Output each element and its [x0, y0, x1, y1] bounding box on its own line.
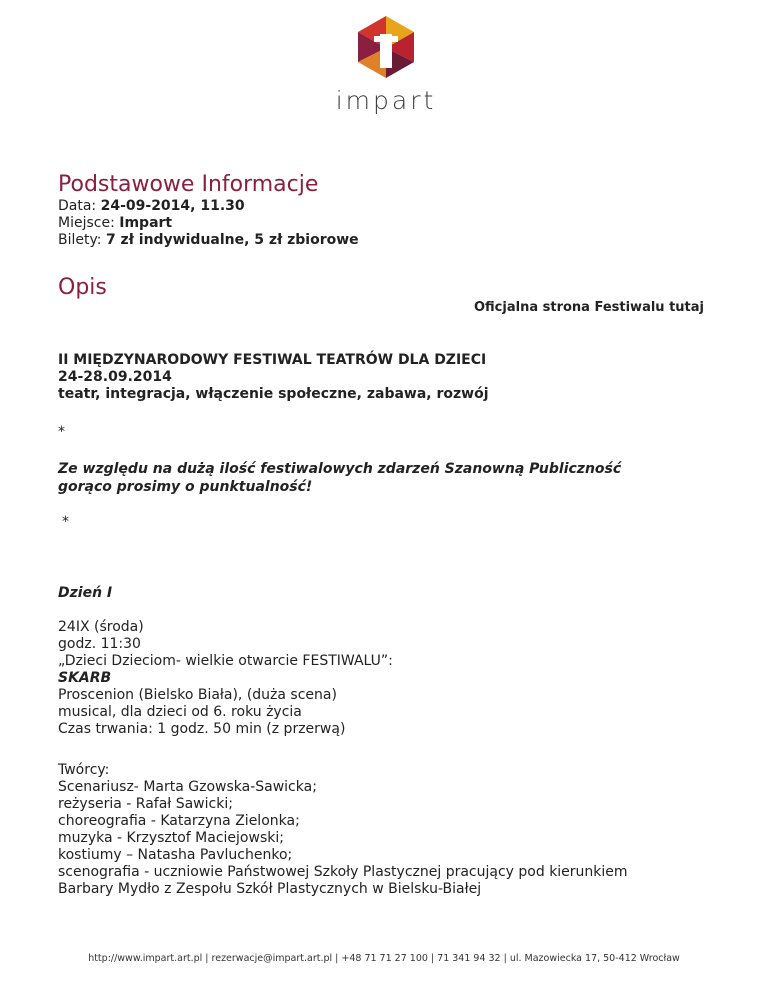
- impart-logo: [332, 14, 440, 115]
- creators-list: [58, 762, 628, 898]
- tickets-row: [58, 232, 359, 249]
- tickets-label: Bilety:: [58, 232, 102, 248]
- footer-contact: http://www.impart.art.pl | rezerwacje@impart.art.pl | +48 71 71 27 100 | 71 341 94 32 | ul. Mazowiecka 17, 50-412 Wrocław: [88, 953, 680, 964]
- creators-heading: Twórcy:: [58, 762, 110, 778]
- date-row: [58, 198, 359, 215]
- creator-line: muzyka - Krzysztof Maciejowski;: [58, 830, 284, 846]
- logo-wordmark: impart: [335, 86, 437, 115]
- tickets-value: 7 zł indywidualne, 5 zł zbiorowe: [105, 232, 359, 248]
- official-site-link[interactable]: Oficjalna strona Festiwalu tutaj: [474, 300, 704, 315]
- event-details: [58, 619, 393, 738]
- place-row: [58, 215, 359, 232]
- date-label: Data:: [58, 198, 97, 214]
- notice-line-1: Ze względu na dużą ilość festiwalowych zdarzeń Szanowną Publiczność: [58, 461, 622, 477]
- date-value: 24-09-2014, 11.30: [100, 198, 245, 214]
- section-title-description: Opis: [58, 275, 107, 300]
- event-subtitle: „Dzieci Dzieciom- wielkie otwarcie FESTIWALU”:: [58, 653, 393, 669]
- creator-line: scenografia - uczniowie Państwowej Szkoły Plastycznej pracujący pod kierunkiem: [58, 864, 628, 880]
- section-title-basic-info: Podstawowe Informacje: [58, 172, 319, 197]
- event-genre: musical, dla dzieci od 6. roku życia: [58, 704, 302, 720]
- place-value: Impart: [119, 215, 173, 231]
- notice-line-2: gorąco prosimy o punktualność!: [58, 479, 313, 495]
- event-date: 24IX (środa): [58, 619, 144, 635]
- event-venue: Proscenion (Bielsko Biała), (duża scena): [58, 687, 337, 703]
- festival-heading: [58, 352, 489, 403]
- creator-line: reżyseria - Rafał Sawicki;: [58, 796, 233, 812]
- festival-dates: 24-28.09.2014: [58, 369, 172, 385]
- basic-info: [58, 198, 359, 249]
- event-duration: Czas trwania: 1 godz. 50 min (z przerwą): [58, 721, 346, 737]
- creator-line: Barbary Mydło z Zespołu Szkół Plastycznych w Bielsku-Białej: [58, 881, 482, 897]
- event-title: SKARB: [58, 670, 112, 686]
- place-label: Miejsce:: [58, 215, 115, 231]
- separator-star-2: *: [62, 514, 69, 530]
- creator-line: Scenariusz- Marta Gzowska-Sawicka;: [58, 779, 317, 795]
- impart-logo-mark-icon: [352, 14, 420, 80]
- separator-star: *: [58, 424, 65, 440]
- creator-line: kostiumy – Natasha Pavluchenko;: [58, 847, 293, 863]
- creator-line: choreografia - Katarzyna Zielonka;: [58, 813, 300, 829]
- festival-name: II MIĘDZYNARODOWY FESTIWAL TEATRÓW DLA DZIECI: [58, 352, 487, 368]
- event-time: godz. 11:30: [58, 636, 141, 652]
- festival-tagline: teatr, integracja, włączenie społeczne, zabawa, rozwój: [58, 386, 489, 402]
- punctuality-notice: [58, 460, 708, 496]
- day-title: Dzień I: [58, 585, 113, 601]
